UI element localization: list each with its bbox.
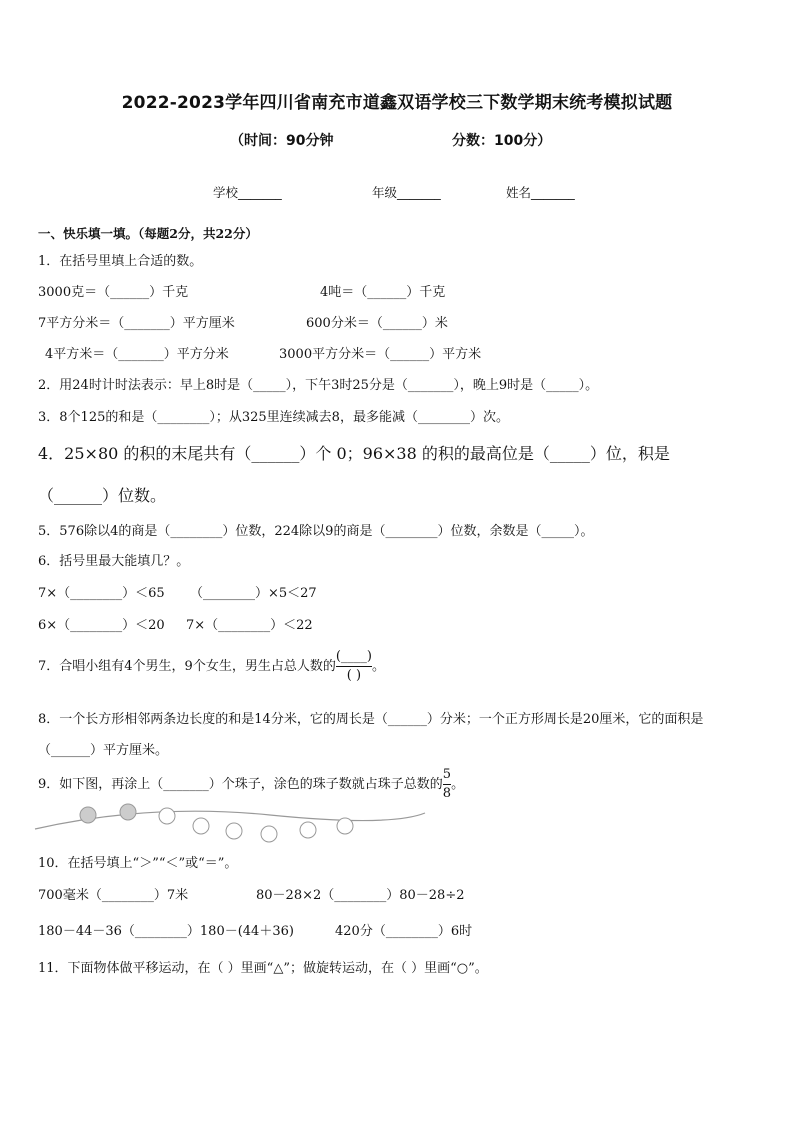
q9-numerator: 5 [442, 767, 452, 782]
section-heading: 一、快乐填一填。（每题2分，共22分） [38, 226, 258, 241]
q1-item-d: 600分米＝（______）米 [306, 316, 448, 331]
bead-shaded [120, 804, 136, 820]
question-7 [38, 648, 385, 685]
name-field: 姓名_______ [506, 185, 575, 200]
q10-item-a: 700毫米（________）7米 [38, 888, 189, 903]
q9-fraction [443, 766, 451, 803]
q9-end: 。 [451, 777, 465, 792]
q1-item-c: 7平方分米＝（_______）平方厘米 [38, 316, 235, 331]
q7-numerator: (____) [335, 649, 372, 664]
q6-item-c: 6×（________）＜20 [38, 618, 165, 633]
bead-empty [226, 823, 242, 839]
q9-denominator: 8 [442, 786, 452, 801]
q6-item-d: 7×（________）＜22 [186, 618, 313, 633]
q10-item-d: 420分（________）6时 [335, 924, 473, 939]
exam-time: （时间：90分钟 [230, 133, 334, 149]
question-6: 6．括号里最大能填几？。 [38, 554, 190, 569]
question-11: 11．下面物体做平移运动，在（ ）里画“△”；做旋转运动，在（ ）里画“○”。 [38, 961, 488, 976]
question-5: 5．576除以4的商是（________）位数，224除以9的商是（________）位数，余数是（_____）。 [38, 524, 594, 539]
question-4-line2: （______）位数。 [38, 486, 167, 505]
q10-item-c: 180－44－36（________）180－(44＋36) [38, 924, 294, 939]
exam-score: 分数：100分） [452, 133, 552, 149]
q1-item-e: 4平方米＝（_______）平方分米 [45, 347, 229, 362]
question-4-line1: 4．25×80 的积的末尾共有（______）个 0；96×38 的积的最高位是（_____）位，积是 [38, 444, 670, 463]
q1-item-a: 3000克＝（______）千克 [38, 285, 189, 300]
q6-item-a: 7×（________）＜65 [38, 586, 165, 601]
beads-figure [30, 795, 430, 845]
q1-item-b: 4吨＝（______）千克 [320, 285, 446, 300]
bead-empty [337, 818, 353, 834]
q7-fraction [336, 648, 372, 685]
question-8-line2: （______）平方厘米。 [38, 743, 169, 758]
question-2: 2．用24时计时法表示：早上8时是（_____），下午3时25分是（_______），晚上9时是（_____）。 [38, 378, 599, 393]
bead-empty [193, 818, 209, 834]
bead-shaded [80, 807, 96, 823]
bead-empty [159, 808, 175, 824]
page-title: 2022-2023学年四川省南充市道鑫双语学校三下数学期末统考模拟试题 [121, 93, 673, 113]
q10-item-b: 80－28×2（________）80－28÷2 [256, 888, 465, 903]
grade-field: 年级_______ [372, 185, 441, 200]
bead-empty [300, 822, 316, 838]
question-1: 1．在括号里填上合适的数。 [38, 254, 203, 269]
school-field: 学校_______ [213, 185, 282, 200]
question-10: 10．在括号填上“＞”“＜”或“＝”。 [38, 856, 238, 871]
q7-denominator: ( ) [336, 666, 372, 685]
q9-text: 9．如下图，再涂上（_______）个珠子，涂色的珠子数就占珠子总数的 [38, 777, 443, 792]
q1-item-f: 3000平方分米＝（______）平方米 [279, 347, 482, 362]
question-8-line1: 8．一个长方形相邻两条边长度的和是14分米，它的周长是（______）分米；一个正方形周长是20厘米，它的面积是 [38, 712, 704, 727]
bead-empty [261, 826, 277, 842]
q7-end: 。 [371, 659, 385, 674]
q6-item-b: （________）×5＜27 [190, 586, 317, 601]
q7-text: 7．合唱小组有4个男生，9个女生，男生占总人数的 [38, 659, 336, 674]
question-3: 3．8个125的和是（________）；从325里连续减去8，最多能减（________）次。 [38, 410, 509, 425]
